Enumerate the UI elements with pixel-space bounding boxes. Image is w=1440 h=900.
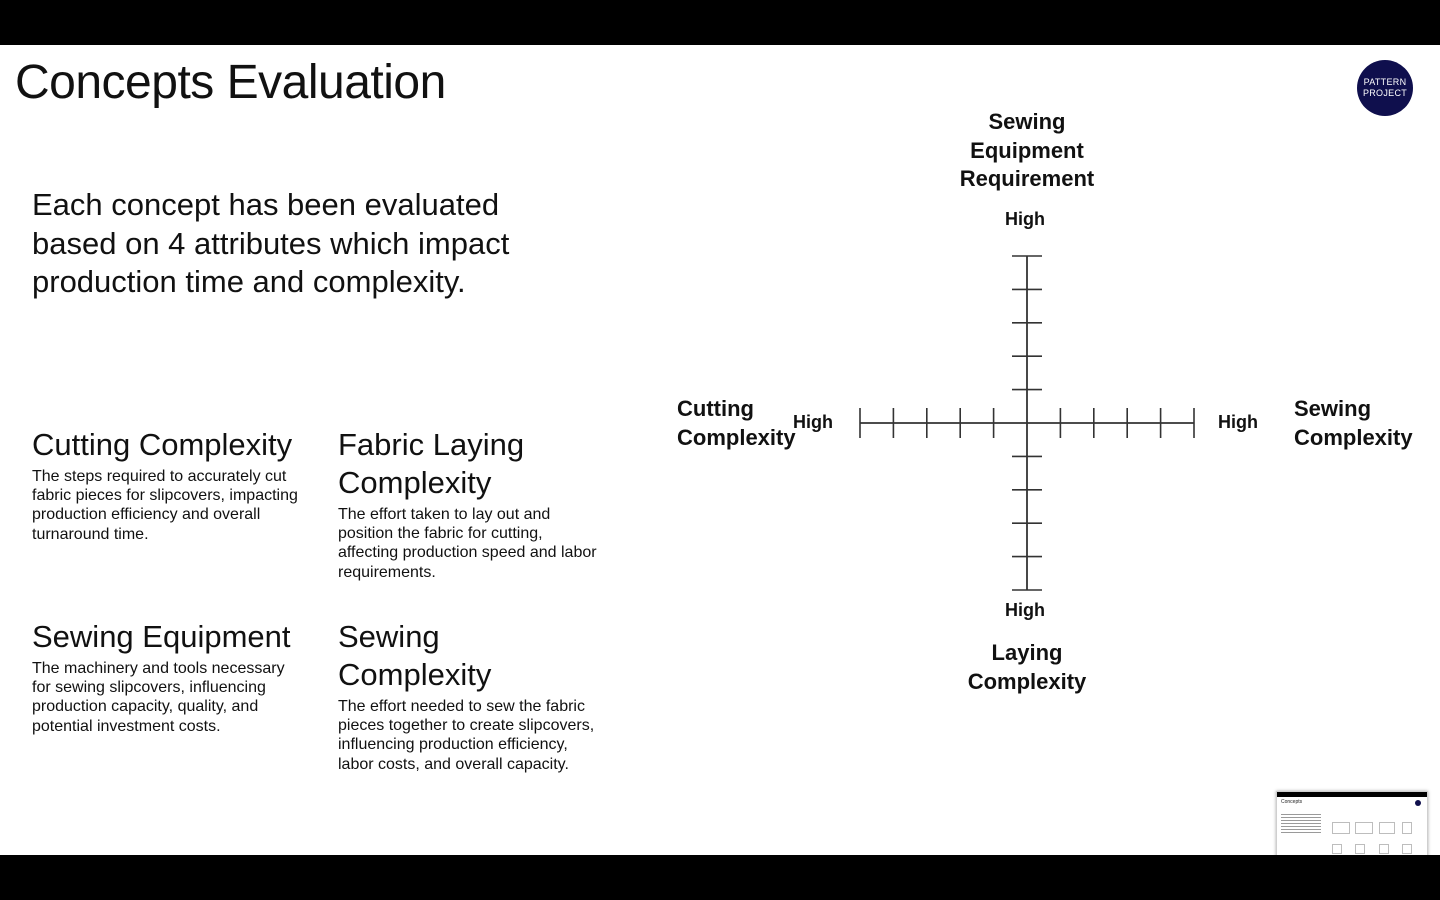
chart-axes [860,256,1194,590]
attribute-description: The effort needed to sew the fabric pieces together to create slipcovers, influencing production efficiency, labor costs, and overall capacity. [338,698,595,773]
slide-title: Concepts Evaluation [15,56,446,109]
attribute-description: The machinery and tools necessary for sewing slipcovers, influencing production capacity, quality, and potential investment costs. [32,660,285,735]
thumbnail-text-line [1281,832,1321,833]
axis-high-bottom: High [1005,600,1045,620]
thumbnail-text-line [1281,814,1321,815]
intro-text: Each concept has been evaluated based on 4 attributes which impact production time and complexity. [32,187,510,299]
thumbnail-sketch [1332,822,1350,834]
attribute-description: The effort taken to lay out and position the fabric for cutting, affecting production speed and labor requirements. [338,506,597,581]
letterbox-bottom [0,855,1440,900]
attribute-title: Sewing Equipment [32,619,291,654]
thumbnail-sketch [1332,844,1342,854]
attribute-title: Fabric Laying Complexity [338,427,525,500]
thumbnail-text-block [1281,814,1321,842]
thumbnail-bar-top [1277,792,1427,797]
thumbnail-text-line [1281,817,1321,818]
evaluation-cross-chart [0,45,1440,855]
axis-label-top: Sewing Equipment Requirement [959,109,1095,191]
thumbnail-sketch [1379,822,1395,834]
axis-label-bottom: Laying Complexity [967,640,1087,694]
next-slide-thumbnail[interactable] [1276,791,1428,855]
axis-high-right: High [1218,412,1258,432]
logo-line-1: PATTERN [1363,77,1407,87]
axis-high-top: High [1005,209,1045,229]
thumbnail-text-line [1281,823,1321,824]
attribute-description: The steps required to accurately cut fabric pieces for slipcovers, impacting production efficiency and overall turnaround time. [32,468,298,543]
thumbnail-sketch [1355,822,1373,834]
axis-label-right: Sewing Complexity [1294,396,1413,450]
thumbnail-logo [1415,800,1421,806]
axis-label-left: Cutting Complexity [677,396,796,450]
logo-line-2: PROJECT [1362,88,1408,98]
axis-high-left: High [793,412,833,432]
letterbox-top [0,0,1440,45]
thumbnail-sketch [1379,844,1389,854]
slide [0,45,1440,855]
thumbnail-sketch [1402,844,1412,854]
thumbnail-sketch [1402,822,1412,834]
thumbnail-text-line [1281,820,1321,821]
thumbnail-title: Concepts [1281,799,1303,805]
thumbnail-text-line [1281,826,1321,827]
attribute-title: Sewing Complexity [338,619,492,692]
thumbnail-sketch [1355,844,1365,854]
attribute-title: Cutting Complexity [32,427,293,462]
thumbnail-text-line [1281,829,1321,830]
